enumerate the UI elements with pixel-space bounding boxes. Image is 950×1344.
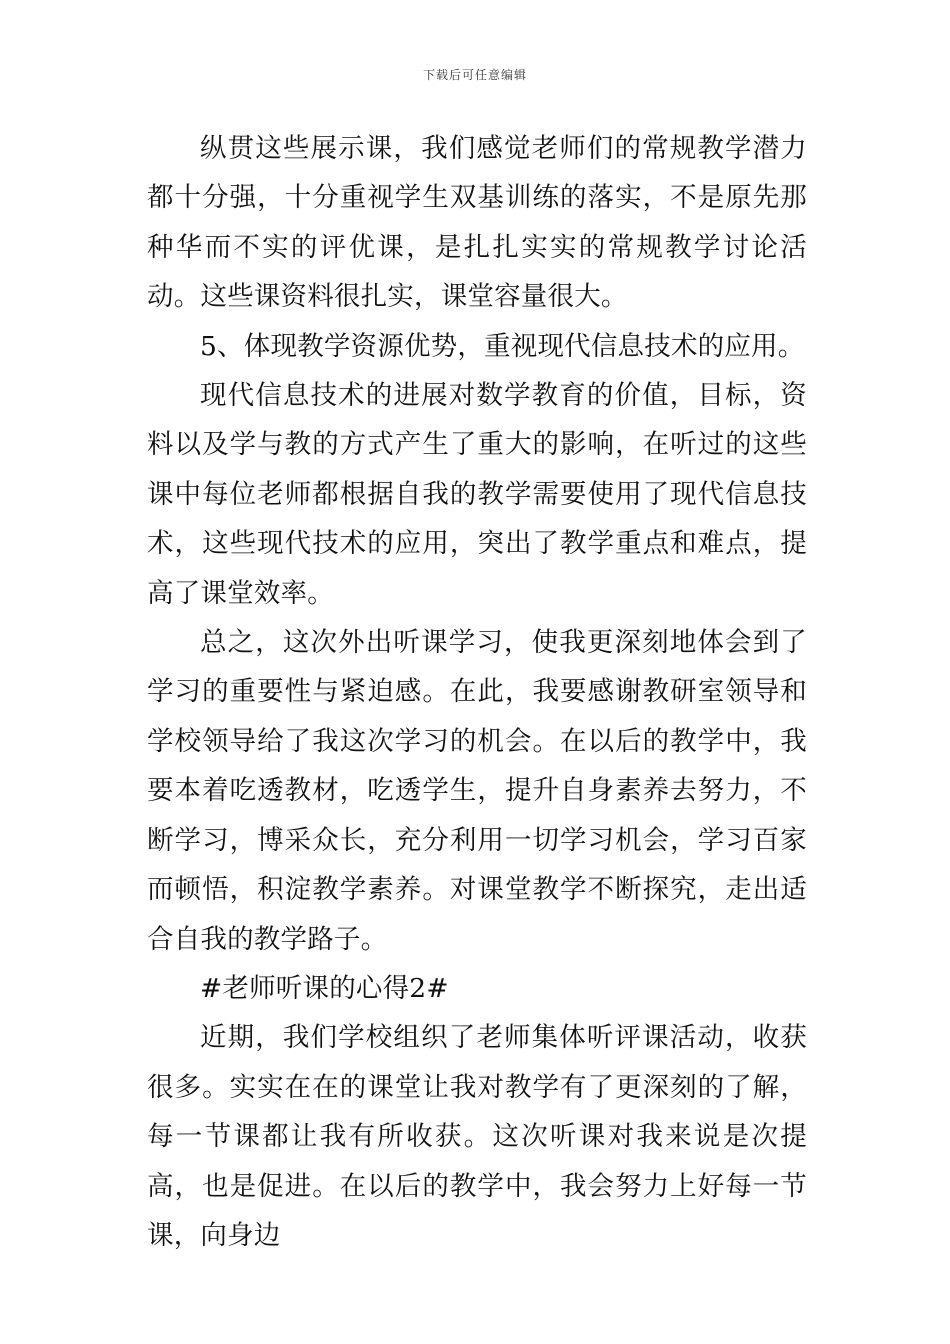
paragraph-demo-lessons: 纵贯这些展示课，我们感觉老师们的常规教学潜力都十分强，十分重视学生双基训练的落实，不是原先那种华而不实的评优课，是扎扎实实的常规教学讨论活动。这些课资料很扎实，课堂容量很大。 bbox=[147, 133, 807, 313]
paragraph-recent-observation: 近期，我们学校组织了老师集体听评课活动，收获很多。实实在在的课堂让我对教学有了更深刻的了解，每一节课都让我有所收获。这次听课对我来说是次提高，也是促进。在以后的教学中，我会努力上好每一节课，向身边 bbox=[147, 1022, 807, 1251]
paragraph-information-technology: 现代信息技术的进展对数学教育的价值，目标，资料以及学与教的方式产生了重大的影响，在听过的这些课中每位老师都根据自我的教学需要使用了现代信息技术，这些现代技术的应用，突出了教学重点和难点，提高了课堂效率。 bbox=[147, 380, 807, 609]
document-body bbox=[147, 124, 807, 1260]
paragraph-summary: 总之，这次外出听课学习，使我更深刻地体会到了学习的重要性与紧迫感。在此，我要感谢教研室领导和学校领导给了我这次学习的机会。在以后的教学中，我要本着吃透教材，吃透学生，提升自身素养去努力，不断学习，博采众长，充分利用一切学习机会，学习百家而顿悟，积淀教学素养。对课堂教学不断探究，走出适合自我的教学路子。 bbox=[147, 627, 807, 955]
page-header: 下载后可任意编辑 bbox=[422, 68, 527, 82]
section-heading: #老师听课的心得2# bbox=[200, 972, 449, 1004]
paragraph-point-5: 5、体现教学资源优势，重视现代信息技术的应用。 bbox=[200, 330, 805, 362]
